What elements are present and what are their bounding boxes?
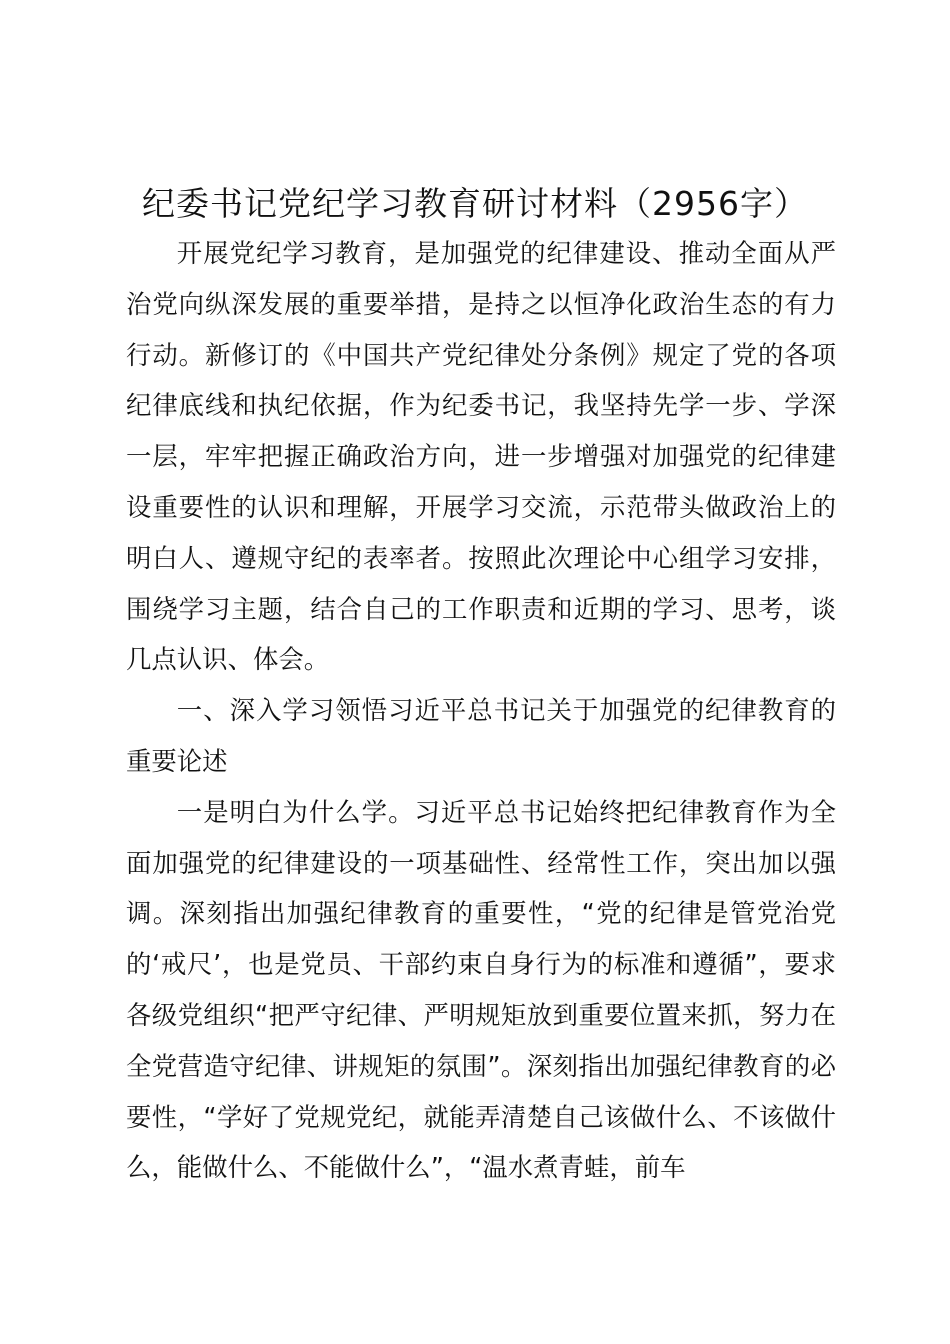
body-paragraph: 一是明白为什么学。习近平总书记始终把纪律教育作为全面加强党的纪律建设的一项基础性、经常性工作，突出加以强调。深刻指出加强纪律教育的重要性，“党的纪律是管党治党的‘戒尺’，也是党员、干部约束自身行为的标准和遵循”，要求各级党组织“把严守纪律、严明规矩放到重要位置来抓，努力在全党营造守纪律、讲规矩的氛围”。深刻指出加强纪律教育的必要性，“学好了党规党纪，就能弄清楚自己该做什么、不该做什么，能做什么、不能做什么”，“温水煮青蛙，前车 [126, 796, 836, 1183]
document-body [126, 228, 836, 1193]
section-heading-1: 一、深入学习领悟习近平总书记关于加强党的纪律教育的重要论述 [126, 695, 836, 776]
document-title: 纪委书记党纪学习教育研讨材料（2956字） [142, 184, 808, 223]
intro-paragraph: 开展党纪学习教育，是加强党的纪律建设、推动全面从严治党向纵深发展的重要举措，是持之以恒净化政治生态的有力行动。新修订的《中国共产党纪律处分条例》规定了党的各项纪律底线和执纪依据，作为纪委书记，我坚持先学一步、学深一层，牢牢把握正确政治方向，进一步增强对加强党的纪律建设重要性的认识和理解，开展学习交流，示范带头做政治上的明白人、遵规守纪的表率者。按照此次理论中心组学习安排，围绕学习主题，结合自己的工作职责和近期的学习、思考，谈几点认识、体会。 [126, 238, 836, 675]
